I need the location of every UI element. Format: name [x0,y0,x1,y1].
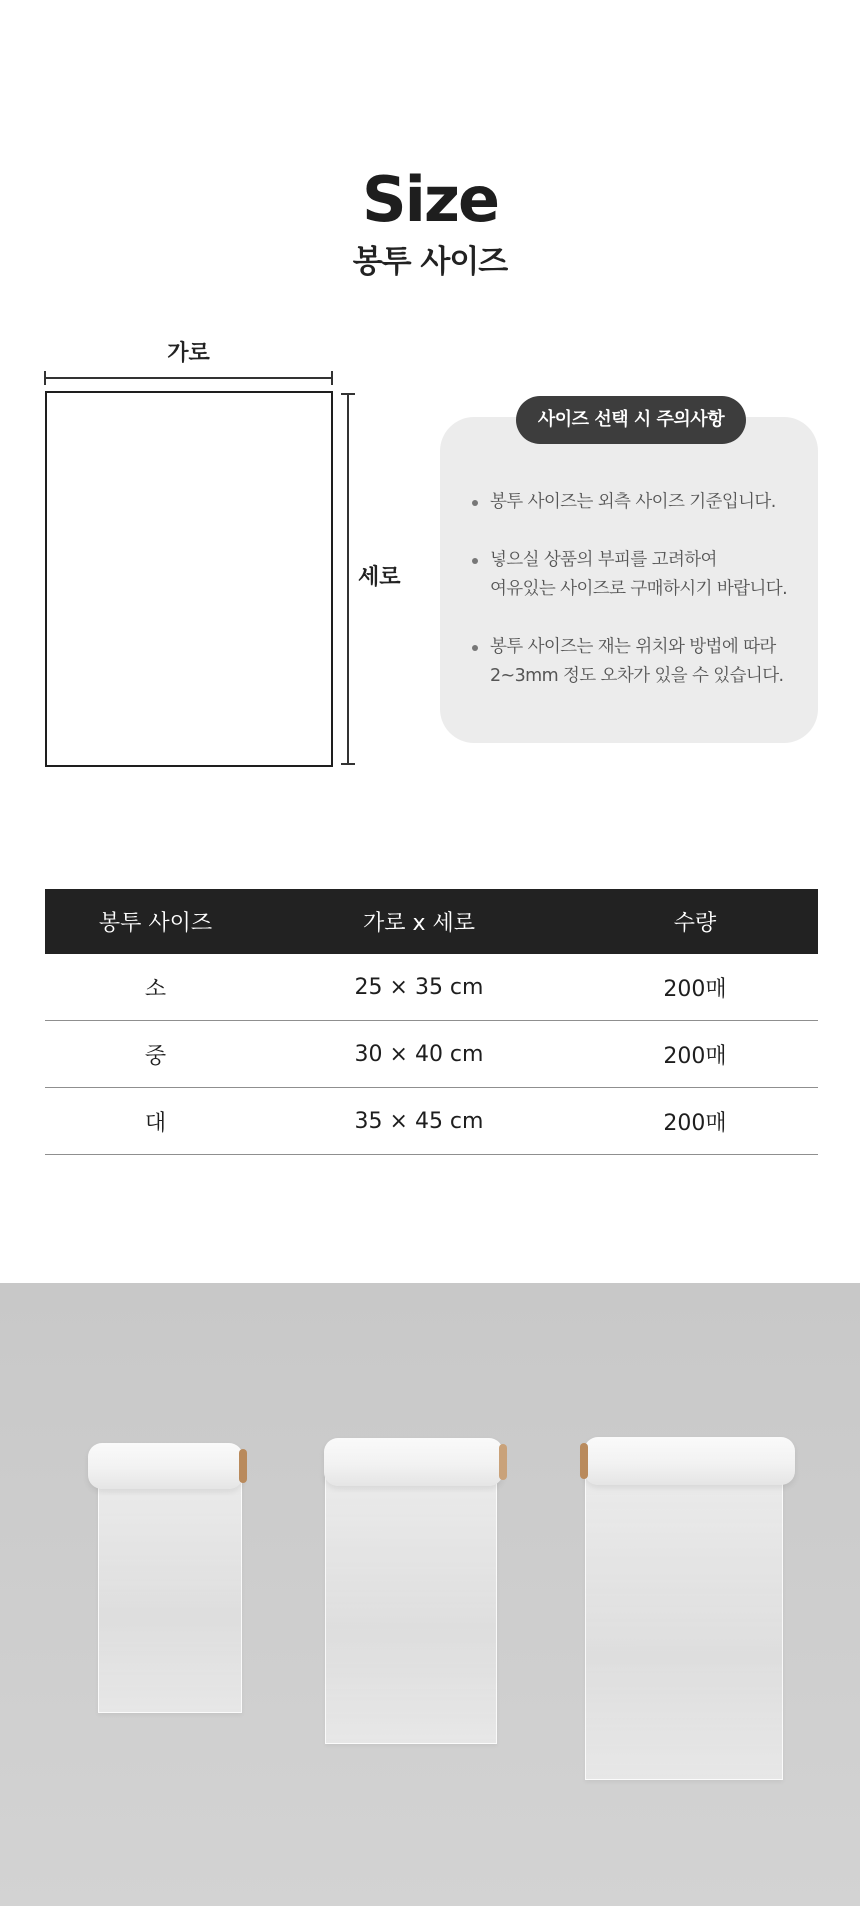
bag-sheet-small [98,1478,242,1713]
notice-line: 봉투 사이즈는 외측 사이즈 기준입니다. [490,492,776,512]
table-row [45,1021,818,1088]
cell-size: 중 [45,1021,266,1088]
cell-size: 대 [45,1088,266,1155]
width-dimension-line [45,377,332,379]
page-subtitle: 봉투 사이즈 [352,244,508,280]
notice-line: 봉투 사이즈는 재는 위치와 방법에 따라 [490,637,776,657]
bullet-icon [472,500,478,506]
width-tick-right [331,371,333,385]
height-label: 세로 [358,565,401,590]
table-header-row [45,889,818,954]
roll-core [239,1449,247,1483]
notice-list [470,488,810,720]
cell-quantity: 200매 [572,1021,818,1088]
width-label: 가로 [167,341,210,366]
height-dimension-line [347,393,349,765]
notice-title-badge: 사이즈 선택 시 주의사항 [516,396,746,444]
cell-dimensions: 35 × 45 cm [266,1088,572,1155]
cell-size: 소 [45,954,266,1021]
notice-line: 2~3mm 정도 오차가 있을 수 있습니다. [490,666,784,686]
cell-quantity: 200매 [572,954,818,1021]
bullet-icon [472,645,478,651]
header-dimensions: 가로 x 세로 [266,889,572,954]
table-row [45,954,818,1021]
notice-item [470,546,810,604]
product-photo [0,1283,860,1906]
bag-sheet-large [585,1473,783,1780]
page-title: Size [361,163,499,236]
cell-dimensions: 30 × 40 cm [266,1021,572,1088]
bag-roll-medium [324,1438,503,1486]
cell-quantity: 200매 [572,1088,818,1155]
notice-line: 여유있는 사이즈로 구매하시기 바랍니다. [490,579,788,599]
bag-outline [45,391,333,767]
bullet-icon [472,558,478,564]
height-tick-bottom [341,763,355,765]
header-quantity: 수량 [572,889,818,954]
roll-core [499,1444,507,1480]
bag-sheet-medium [325,1473,497,1744]
table-row [45,1088,818,1155]
notice-item [470,633,810,691]
bag-roll-large [584,1437,795,1485]
header-bag-size: 봉투 사이즈 [45,889,266,954]
size-table [45,889,818,1155]
cell-dimensions: 25 × 35 cm [266,954,572,1021]
notice-item [470,488,810,517]
bag-roll-small [88,1443,243,1489]
notice-line: 넣으실 상품의 부피를 고려하여 [490,550,717,570]
roll-core [580,1443,588,1479]
